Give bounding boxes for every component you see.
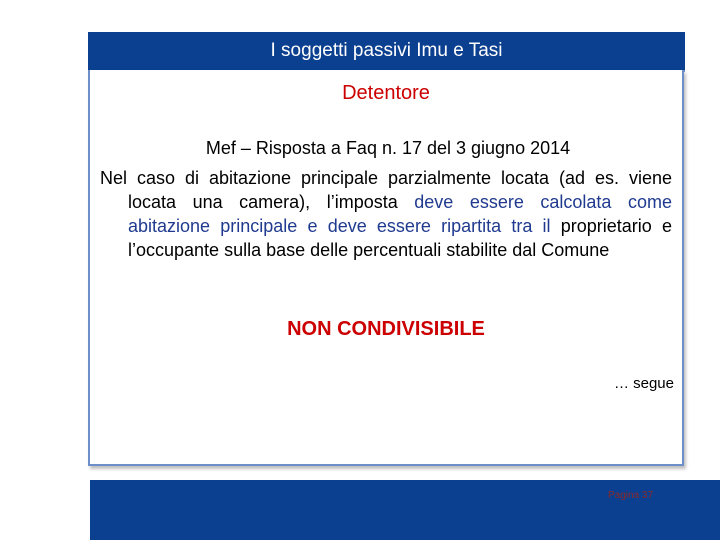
body-paragraph (100, 166, 672, 262)
page-number: Pagina 37 (608, 490, 654, 501)
body-text-highlight: deve essere calcolata come abitazione principale e deve essere ripartita tra il (128, 192, 672, 236)
section-subtitle: Detentore (342, 82, 430, 104)
footer-bar (90, 480, 720, 540)
body-text-part1: Nel caso di abitazione principale parzialmente locata (ad es. viene locata una camera), l’imposta (100, 168, 672, 212)
content-frame (88, 70, 684, 466)
slide-title: I soggetti passivi Imu e Tasi (270, 40, 503, 61)
slide-title-bar (88, 32, 685, 72)
verdict-text: NON CONDIVISIBILE (287, 318, 485, 340)
reference-line: Mef – Risposta a Faq n. 17 del 3 giugno 2014 (205, 138, 571, 158)
body-text-part3: proprietario e l’occupante sulla base delle percentuali stabilite dal Comune (128, 216, 672, 260)
continue-label: … segue (613, 375, 674, 392)
